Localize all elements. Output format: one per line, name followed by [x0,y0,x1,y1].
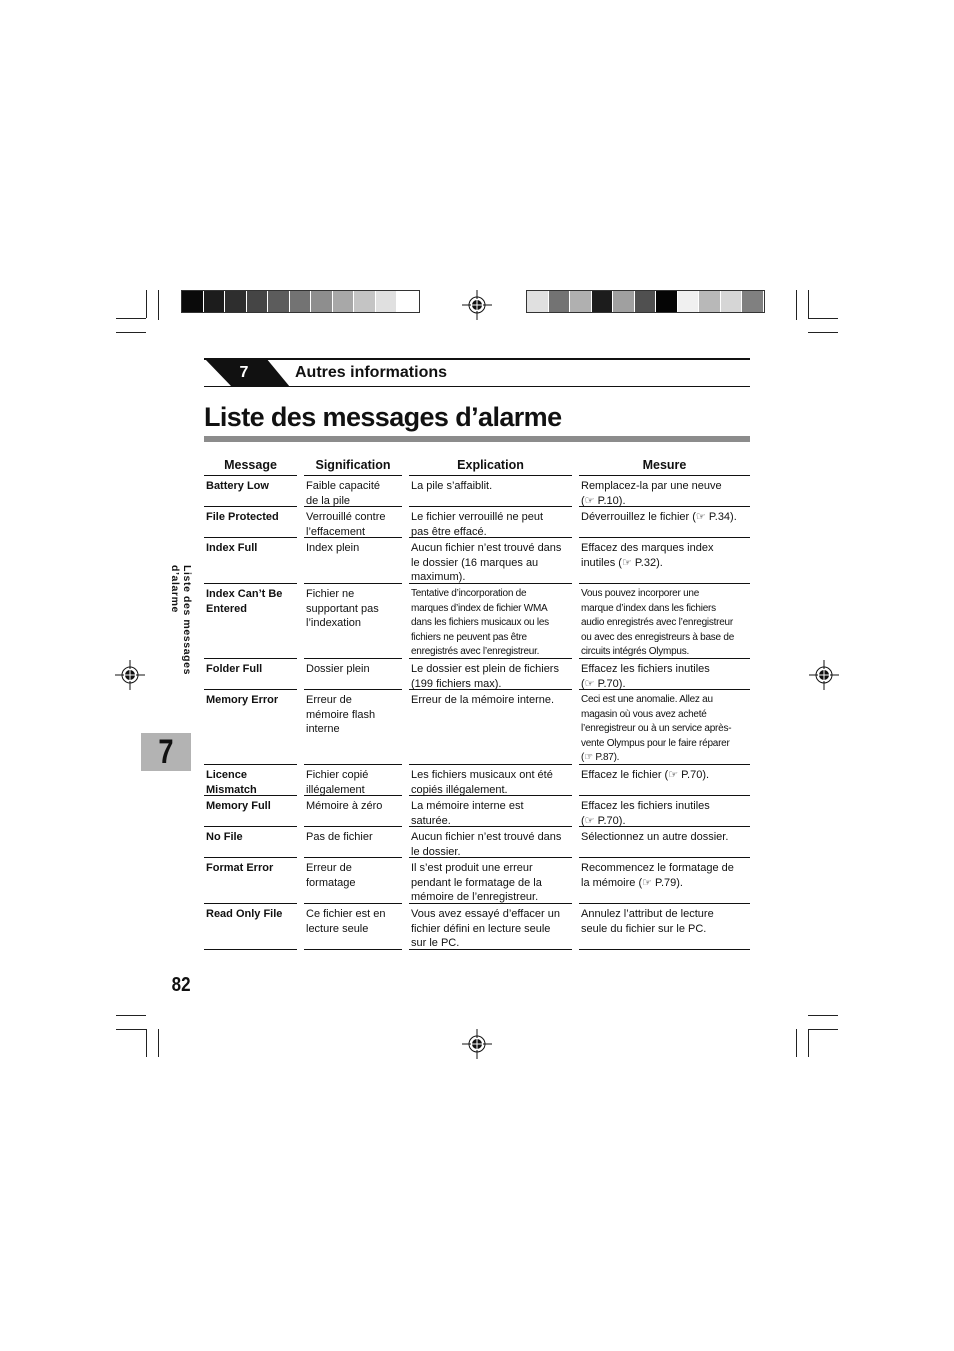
table-rule [304,949,402,950]
cell-message [206,830,299,845]
side-tab-label: Liste des messages d’alarme [169,565,193,676]
column-header-mesure: Mesure [642,458,687,472]
cell-signification [306,861,402,890]
cell-line: Vous pouvez incorporer une [581,588,700,599]
cell-explication [411,861,574,905]
registration-mark-icon [115,660,145,690]
cell-line: Recommencez le formatage de [581,862,734,874]
color-swatch [290,291,312,312]
cell-line: Index Can’t Be [206,588,283,600]
cell-explication [411,768,574,797]
cell-explication [411,510,574,539]
cell-line: Dossier plein [306,663,370,675]
cell-line: Fichier ne [306,588,355,600]
cell-line: Le dossier est plein de fichiers [411,663,559,675]
cell-line: interne [306,723,340,735]
cell-line: Erreur de [306,862,352,874]
cell-line: Les fichiers musicaux ont été [411,769,553,781]
cell-line: Folder Full [206,663,263,675]
color-swatch [311,291,333,312]
cell-line: Erreur de la mémoire interne. [411,694,555,706]
cell-line: pendant le formatage de la [411,876,542,889]
color-swatch [268,291,290,312]
cell-line: Ceci est une anomalie. Allez au [581,694,713,705]
cell-mesure [581,861,750,890]
cell-line: La pile s’affaiblit. [411,480,493,492]
color-bar-right [526,290,765,313]
cell-message [206,541,299,556]
cell-line: Faible capacité [306,480,380,492]
color-swatch [613,291,635,312]
cell-signification [306,693,402,737]
color-swatch [635,291,657,312]
cell-line: lecture seule [306,922,369,935]
cell-line: Licence [206,769,247,781]
cell-line: Le fichier verrouillé ne peut [411,511,544,523]
cell-line: marque d’index dans les fichiers [581,602,716,614]
cell-line: de la pile [306,494,351,507]
color-swatch [699,291,721,312]
cell-explication [411,830,574,859]
color-swatch [527,291,549,312]
table-row [204,584,750,659]
color-swatch [225,291,247,312]
cell-message [206,861,299,876]
cell-line: fichiers ne peuvent pas être [411,631,527,643]
cell-line: Format Error [206,862,274,874]
cell-mesure [581,830,750,845]
cell-line: la mémoire (☞ P.79). [581,876,683,889]
cell-line: Tentative d’incorporation de [411,588,527,599]
cell-line: saturée. [411,814,451,827]
cell-line: mémoire flash [306,708,376,721]
cell-line: Aucun fichier n’est trouvé dans [411,542,562,554]
color-swatch [570,291,592,312]
cell-line: Remplacez-la par une neuve [581,480,722,492]
cell-mesure [581,479,750,508]
cell-signification [306,662,402,677]
title-underline [204,436,750,442]
cell-line: l’enregistreur ou à un service après- [581,723,732,734]
color-swatch [721,291,743,312]
table-row [204,507,750,538]
cell-mesure [581,587,750,660]
cell-line: Effacez le fichier (☞ P.70). [581,769,710,781]
cell-line: Il s’est produit une erreur [411,862,533,874]
cell-line: copiés illégalement. [411,783,508,796]
cell-message [206,479,299,494]
registration-mark-icon [809,660,839,690]
cell-line: ou avec des enregistreurs à base de [581,631,735,643]
cell-line: Mémoire à zéro [306,800,383,812]
page-number: 82 [171,974,191,996]
color-bar-left [181,290,420,313]
cell-mesure [581,662,750,691]
color-swatch [397,291,419,312]
cell-message [206,907,299,922]
cell-line: (☞ P.70). [581,814,626,827]
table-row [204,827,750,858]
cell-line: Ce fichier est en [306,908,386,920]
cell-explication [411,587,574,660]
cell-line: Erreur de [306,694,352,706]
cell-message [206,693,299,708]
color-swatch [333,291,355,312]
table-row [204,538,750,584]
cell-line: Index Full [206,542,258,554]
table-row [204,659,750,690]
cell-signification [306,768,402,797]
cell-signification [306,907,402,936]
cell-line: marques d’index de fichier WMA [411,602,548,614]
table-rule [579,949,750,950]
color-swatch [204,291,226,312]
cell-explication [411,799,574,828]
cell-line: Verrouillé contre [306,511,386,523]
cell-message [206,510,299,525]
cell-explication [411,479,574,494]
cell-line: (☞ P.70). [581,677,626,690]
cell-line: Fichier copié [306,769,369,781]
color-swatch [549,291,571,312]
cell-signification [306,587,402,631]
cell-line: seule du fichier sur le PC. [581,922,707,935]
table-row [204,765,750,796]
cell-line: Memory Full [206,800,271,812]
cell-signification [306,799,402,814]
cell-line: Vous avez essayé d’effacer un [411,908,561,920]
cell-line: circuits intégrés Olympus. [581,646,689,657]
cell-line: Pas de fichier [306,831,373,843]
cell-explication [411,662,574,691]
cell-line: No File [206,831,243,843]
table-rule [204,949,297,950]
cell-line: Annulez l’attribut de lecture [581,908,714,920]
cell-signification [306,830,402,845]
cell-line: fichier défini en lecture seule [411,922,551,935]
table-rule [409,949,572,950]
cell-line: l’effacement [306,525,366,538]
cell-signification [306,541,402,556]
cell-line: Mismatch [206,783,257,796]
color-swatch [247,291,269,312]
side-tab-chapter-number: 7 [158,733,174,771]
cell-line: vente Olympus pour le faire réparer [581,737,730,749]
cell-line: Read Only File [206,908,283,920]
table-row [204,476,750,507]
cell-line: (☞ P.87). [581,752,620,763]
color-swatch [678,291,700,312]
color-swatch [376,291,398,312]
column-header-message: Message [224,458,277,472]
color-swatch [656,291,678,312]
cell-line: Entered [206,602,247,615]
cell-line: pas être effacé. [411,525,487,538]
column-header-signification: Signification [315,458,391,472]
cell-line: mémoire de l’enregistreur. [411,891,539,903]
cell-mesure [581,541,750,570]
cell-line: dans les fichiers musicaux ou les [411,617,549,628]
table-row [204,858,750,904]
cell-mesure [581,693,750,766]
cell-line: le dossier (16 marques au [411,556,539,569]
color-swatch [182,291,204,312]
cell-line: Déverrouillez le fichier (☞ P.34). [581,511,737,523]
color-swatch [592,291,614,312]
section-title: Autres informations [295,364,448,381]
cell-line: Sélectionnez un autre dossier. [581,831,729,843]
registration-mark-icon [462,290,492,320]
cell-explication [411,541,574,585]
cell-mesure [581,907,750,936]
chapter-number: 7 [239,364,249,381]
cell-message [206,587,299,616]
cell-line: enregistrés avec l’enregistreur. [411,646,540,657]
cell-line: File Protected [206,511,279,523]
cell-line: audio enregistrés avec l’enregistreur [581,617,733,628]
cell-line: inutiles (☞ P.32). [581,556,663,569]
cell-mesure [581,799,750,828]
cell-mesure [581,768,750,783]
table-row [204,690,750,765]
color-swatch [742,291,764,312]
cell-explication [411,907,574,951]
cell-explication [411,693,574,708]
cell-signification [306,479,402,508]
cell-line: l’indexation [306,617,362,629]
cell-line: (199 fichiers max). [411,677,502,690]
cell-line: Effacez les fichiers inutiles [581,663,710,675]
cell-message [206,662,299,677]
cell-line: Effacez les fichiers inutiles [581,800,710,812]
cell-mesure [581,510,750,525]
cell-line: maximum). [411,571,466,583]
table-header [204,458,750,476]
cell-line: La mémoire interne est [411,800,524,812]
table-row [204,796,750,827]
column-header-explication: Explication [457,458,524,472]
cell-line: Index plein [306,542,360,554]
registration-mark-icon [462,1029,492,1059]
cell-line: illégalement [306,783,365,796]
cell-line: le dossier. [411,845,461,858]
cell-line: sur le PC. [411,937,460,949]
cell-line: (☞ P.10). [581,494,626,507]
alarm-messages-table [204,458,750,949]
cell-line: Battery Low [206,480,269,492]
cell-line: formatage [306,876,356,889]
cell-line: Aucun fichier n’est trouvé dans [411,831,562,843]
cell-signification [306,510,402,539]
cell-message [206,799,299,814]
cell-line: magasin où vous avez acheté [581,708,707,720]
color-swatch [354,291,376,312]
cell-line: supportant pas [306,602,379,615]
table-row [204,904,750,950]
cell-message [206,768,299,797]
cell-line: Memory Error [206,694,279,706]
cell-line: Effacez des marques index [581,542,714,554]
page-title: Liste des messages d’alarme [204,402,562,432]
